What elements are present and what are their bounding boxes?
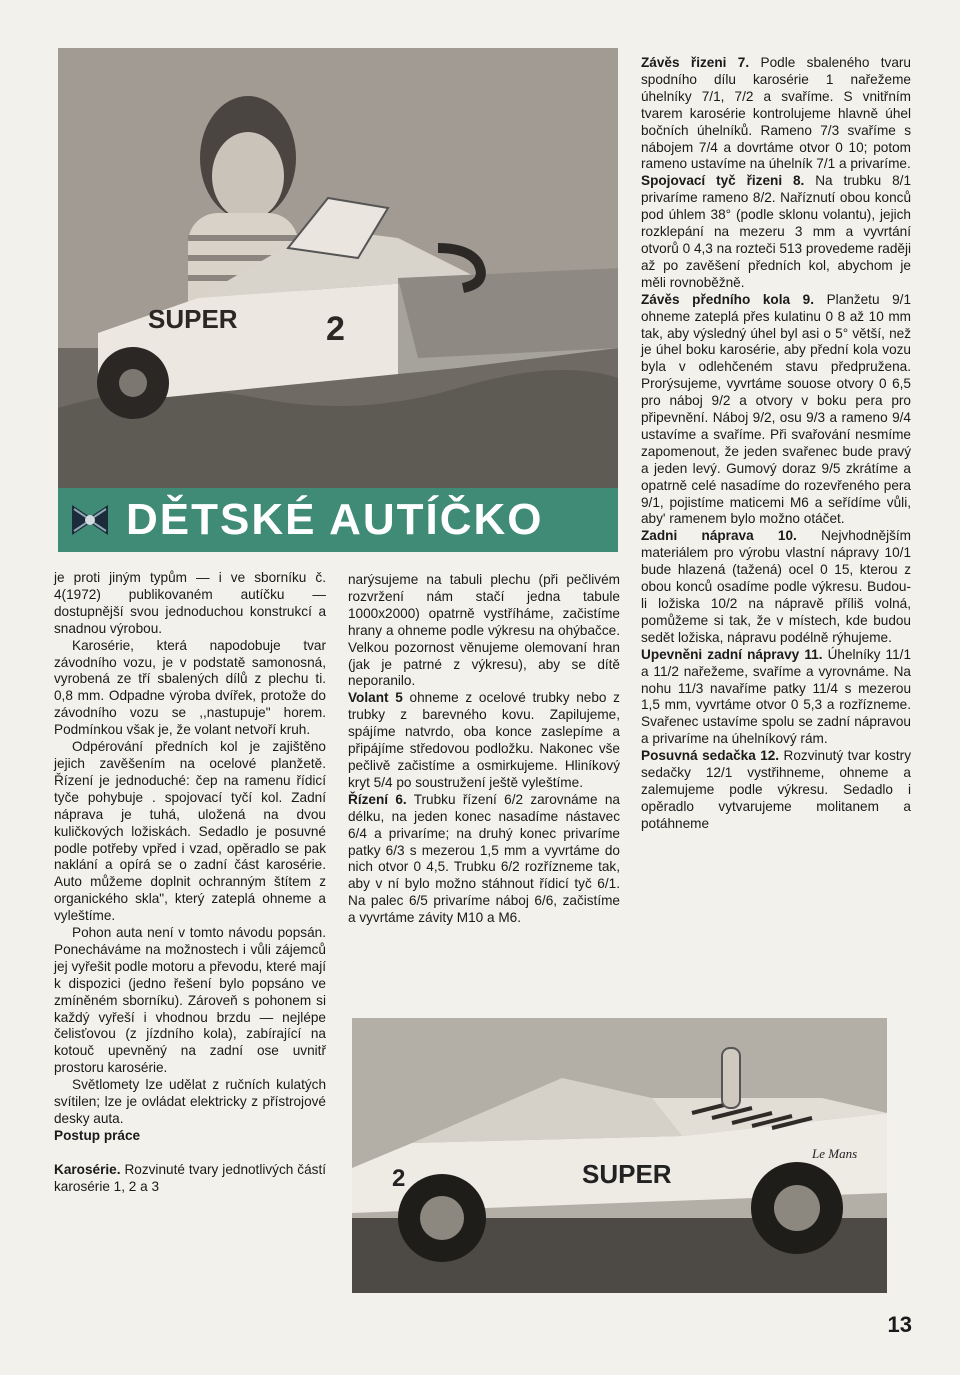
car-number: 2 — [392, 1165, 406, 1192]
inline-heading: Karosérie. — [54, 1161, 121, 1177]
inline-heading: Spojovací tyč řizeni 8. — [641, 173, 805, 189]
text-column-2 — [348, 572, 620, 927]
section-heading: Postup práce — [54, 1127, 141, 1143]
inline-heading: Řízení 6. — [348, 791, 407, 807]
text-column-3 — [641, 55, 911, 833]
paragraph: je proti jiným typům — i ve sborníku č. 4(1972) publikovaném autíčku — dostupnější svou jednoduchou konstrukcí a snadnou výrobou. — [54, 570, 326, 636]
paragraph: Zadni náprava 10. Nejvhodnějším materiálem pro výrobu vlastní nápravy 10/1 bude hlazená (tažená) ocel 0 15, kterou z obou konců osadíme podle výkresu. Budou-li ložiska 10/2 na nápravě příliš volná, pomůžeme si tak, že v místech, kde budou sedět ložiska, nápravu podélně rýhujeme. — [641, 528, 911, 645]
paragraph: Světlomety lze udělat z ručních kulatých svítilen; lze je ovládat elektricky z přístrojové desky auta. — [54, 1077, 326, 1126]
le-mans-badge: Le Mans — [812, 1146, 858, 1161]
page-title: DĚTSKÉ AUTÍČKO — [126, 495, 544, 544]
paragraph: Řízení 6. Trubku řízení 6/2 zarovnáme na délku, na jeden konec nasadíme nástavec 6/4 a privaríme; na druhý konec privaríme patky 6/3 s mezerou 1,5 mm a vyvrtáme do nich otvor 0 4,5. Trubku 6/2 rozřízneme tak, aby v ní bylo možno stáhnout řídicí tyč 6/1. Na palec 6/5 privaríme náboj 6/6, začistíme a vyvrtáme závity M10 a M6. — [348, 791, 620, 926]
title-banner — [58, 488, 618, 552]
paragraph: Spojovací tyč řizeni 8. Na trubku 8/1 privaríme rameno 8/2. Naříznutí obou konců pod úhlem 38° (podle sklonu volantu), jejich rozklepání na mezeru 3 mm a vyvrtání otvorů 0 4,3 na rozteči 513 provedeme raději až po zavěšení předních kol, abychom je měli rovnoběžně. — [641, 173, 912, 290]
inline-heading: Upevněni zadní nápravy 11. — [641, 646, 823, 662]
paragraph: Volant 5 ohneme z ocelové trubky nebo z trubky z barevného kovu. Zapilujeme, spájíme natvrdo, oba konce zaslepíme a připájíme středovou podložku. Nakonec vše pečlivě začistíme a osmirkujeme. Hliníkový kryt 5/4 po soustružení ještě vyleštíme. — [348, 690, 620, 790]
paragraph: Karosérie, která napodobuje tvar závodního vozu, je v podstatě samonosná, vyrobená ze tří sbalených dílů z plechu ti. 0,8 mm. Odpadne výroba dvířek, protože do závodního vozu se ,,nastupuje" horem. Podmínkou však je, že volant netvoří kruh. — [54, 637, 326, 738]
paragraph: Odpérování předních kol je zajištěno jejich zavěšením na ocelové planžetě. Řízení je jednoduché: čep na ramenu řídicí tyče pohybuje . spojovací tyčí kol. Zadní náprava je tuhá, uložená na dvou kuličkových ložiskách. Sedadlo je posuvné podle potřeby vpřed i vzad, opěradlo se pak naklání a opírá se o zadní část karosérie. Auto můžeme doplnit ochranným štítem z organického skla", který zateplá ohneme a vyleštíme. — [54, 739, 326, 924]
paragraph: Karosérie. Rozvinuté tvary jednotlivých částí karosérie 1, 2 a 3 — [54, 1161, 326, 1194]
paragraph: Posuvná sedačka 12. Rozvinutý tvar kostry sedačky 12/1 vystřihneme, ohneme a zalemujeme podle výkresu. Sedadlo i opěradlo vytvarujeme molitanem a potáhneme — [641, 748, 911, 831]
car-number: 2 — [326, 310, 345, 348]
inline-heading: Zadni náprava 10. — [641, 528, 797, 544]
page-number: 13 — [887, 1312, 912, 1337]
paragraph: Závěs předního kola 9. Planžetu 9/1 ohneme zateplá přes kulatinu 0 8 až 10 mm tak, aby výsledný úhel byl asi o 5° větší, než je úhel boku karosérie, aby přední kola vozu byla v odlehčeném stavu předpružena. Prorýsujeme, vyvrtáme souose otvory 0 6,5 pro náboj 9/2 a otvory v boku pera pro připevnění. Náboj 9/2, osu 9/3 a rameno 9/4 ustavíme a svaříme. Při svařování nesmíme zapomenout, že jeden svařenec bude pravý a jeden levý. Gumový doraz 9/5 zkrátíme a opatrně celé nasadíme do rozevřeného pera 9/1, pojistíme maticemi M6 a seřídíme vůli, aby' ramenem bylo možno otáčet. — [641, 291, 911, 527]
paragraph: narýsujeme na tabuli plechu (při pečlivém rozvržení nám stačí jedna tabule 1000x2000) opatrně vystříháme, začistíme hrany a ohneme podle výkresu na ohýbačce. Velkou pozornost věnujeme olemovaní hran (jak je patrné z výkresu), aby se dítě neporanilo. — [348, 572, 620, 689]
paragraph: Závěs řizeni 7. Podle sbaleného tvaru spodního dílu karosérie 1 nařežeme úhelníky 7/1, 7/2 a svaříme. S vnitřním tvarem karosérie kontrolujeme hlavně úhel bočních úhelníků. Rameno 7/3 svaříme s nábojem 7/4 a dovrtáme otvor 0 10; potom rameno ustavíme na úhelník 7/1 a privaríme. — [641, 55, 911, 172]
car-label-super: SUPER — [582, 1159, 672, 1189]
inline-heading: Volant 5 — [348, 690, 403, 706]
text-column-1 — [54, 570, 326, 1196]
inline-heading: Posuvná sedačka 12. — [641, 748, 780, 764]
photo-car-side-view — [352, 1018, 887, 1293]
paragraph: Upevněni zadní nápravy 11. Úhelníky 11/1 a 11/2 nařežeme, svaříme a vyrovnáme. Na nohu 11/3 navaříme patky 11/4 s mezerou 1,5 mm, vyvrtáme otvor 0 5,3 a rozřízneme. Svařenec ustavíme spolu se zadní nápravou a privaríme na úhelníkový rám. — [641, 646, 911, 747]
inline-heading: Závěs řizeni 7. — [641, 55, 750, 70]
bow-tie-logo-icon — [58, 488, 122, 552]
inline-heading: Závěs předního kola 9. — [641, 291, 815, 307]
car-label-super: SUPER — [148, 304, 238, 334]
photo-child-in-race-car — [58, 48, 618, 540]
paragraph: Pohon auta není v tomto návodu popsán. Ponecháváme na možnostech i vůli zájemců jej vyřešit podle motoru a převodu, které mají k dispozici (jedno řešení bylo popsáno ve zmíněném sborníku). Zároveň s pohonem si každý vyřeší i vhodnou brzdu — nejlépe čelisťovou (z jízdního kola), zabírající na kotouč upevněný na zadní ose uvnitř prostoru karosérie. — [54, 925, 326, 1076]
